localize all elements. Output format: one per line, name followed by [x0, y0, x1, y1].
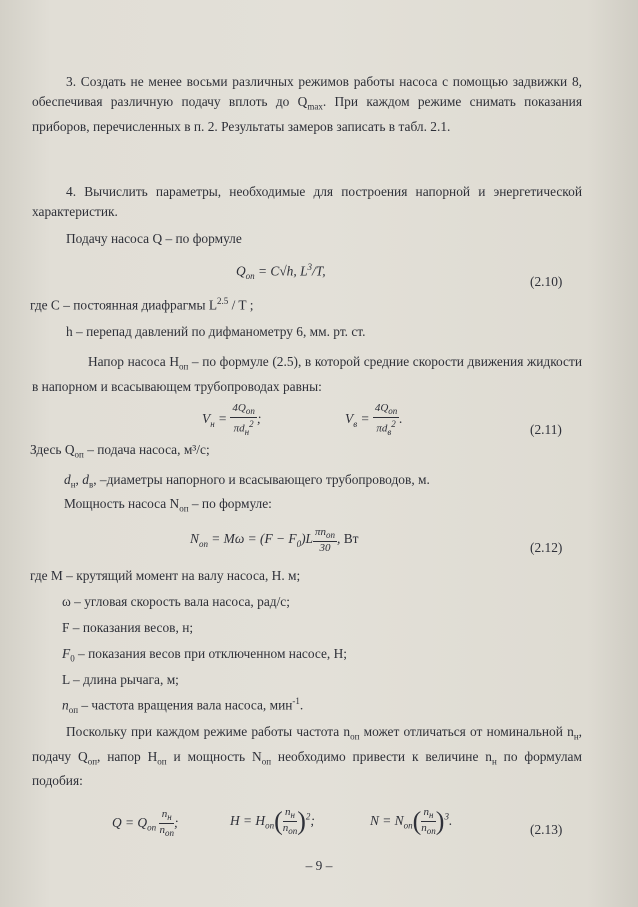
page-number: – 9 –: [305, 858, 333, 873]
paragraph-similarity: Поскольку при каждом режиме работы частота $n_{оп}$ может отличаться от номинальной $n_н$, подачу $Q_{оп}$, напор $H_{оп}$ и мощность $N_{оп}$ необходимо привести к величине $n_н$ по формулам подобия:: [32, 724, 582, 789]
scale-zero-definition: $F_0$ – показания весов при отключенном насосе, Н;: [62, 646, 348, 664]
diameters-definition: $d_н$, $d_в$, –диаметры напорного и всасывающего трубопроводов, м.: [64, 472, 430, 490]
equation-number-2-11: (2.11): [530, 422, 562, 437]
flow-definition: Здесь $Q_{оп}$ – подача насоса, м³/с;: [30, 442, 210, 460]
paragraph-step-3: 3. Создать не менее восьми различных режимов работы насоса с помощью задвижки 8, обеспечивая различную подачу вплоть до $Q_{max}$. При каждом режиме снимать показания приборов, перечисленных в п. 2. Результаты замеров записать в табл. 2.1.: [32, 74, 582, 134]
equation-number-2-13: (2.13): [530, 822, 563, 837]
power-intro: Мощность насоса $N_{оп}$ – по формуле:: [64, 496, 272, 514]
paragraph-head: Напор насоса $H_{оп}$ – по формуле (2.5), в которой средние скорости движения жидкости в напорном и всасывающем трубопроводах равны:: [32, 354, 583, 394]
scale-definition: F – показания весов, н;: [62, 620, 194, 635]
equation-2-12: $N_{оп} = M\omega = (F - F_0)L$ $\frac{\pi n_{оп}}{30}$ , Вт: [190, 526, 359, 555]
equation-2-13-power: $N = N_{оп}$( $\frac{n_н}{n_{оп}}$ )$^3$.: [370, 806, 453, 837]
equation-2-10: $Q_{оп} = C√h$, $L^3/T$,: [236, 262, 326, 282]
equation-2-13-head: $H = H_{оп}$( $\frac{n_н}{n_{оп}}$ )$^2$;: [230, 806, 315, 837]
angular-speed-definition: ω – угловая скорость вала насоса, рад/с;: [62, 594, 290, 609]
moment-definition: где М – крутящий момент на валу насоса, Н. м;: [30, 568, 301, 583]
equation-number-2-12: (2.12): [530, 540, 563, 555]
flow-intro: Подачу насоса Q – по формуле: [66, 231, 242, 246]
lever-definition: L – длина рычага, м;: [62, 672, 179, 687]
equation-number-2-10: (2.10): [530, 274, 563, 289]
equation-2-13-flow: $Q = Q_{оп}$ $\frac{n_н}{n_{оп}}$ ;: [112, 808, 179, 839]
paragraph-step-4: 4. Вычислить параметры, необходимые для построения напорной и энергетической характеристик.: [32, 184, 582, 219]
pressure-drop-definition: h – перепад давлений по дифманометру 6, мм. рт. ст.: [66, 324, 366, 339]
constant-definition: где C – постоянная диафрагмы $L^{2.5}$ / T ;: [30, 296, 254, 313]
rotation-definition: $n_{оп}$ – частота вращения вала насоса, мин$^{-1}$.: [62, 696, 304, 716]
equation-2-11-left: $V_н$ = $\frac{4Q_{оп}}{\pi d_н^2}$ ;: [202, 402, 262, 438]
equation-2-11-right: $V_в$ = $\frac{4Q_{оп}}{\pi d_в^2}$ .: [345, 402, 403, 438]
